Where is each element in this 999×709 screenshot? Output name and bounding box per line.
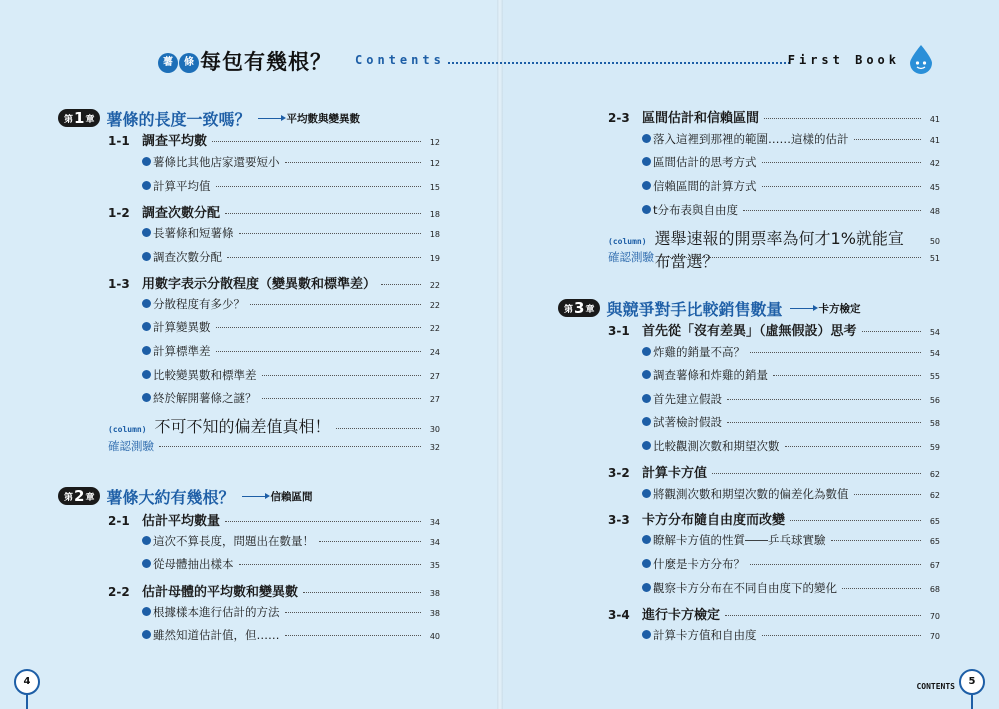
logo-bubble: 薯	[158, 53, 178, 73]
toc-entry-text: 落入這裡到那裡的範圍……這樣的估計	[653, 132, 849, 146]
toc-page-number: 54	[929, 349, 940, 358]
toc-entry-text: 什麼是卡方分布？	[653, 557, 745, 571]
toc-section-row[interactable]	[108, 581, 440, 599]
toc-subsection-row[interactable]	[642, 486, 940, 504]
toc-page-number: 27	[429, 372, 440, 381]
chapter-badge: 第 1 章	[58, 109, 100, 127]
toc-entry-text: 計算變異數	[153, 320, 211, 334]
toc-entry-text: 調查次數分配	[142, 206, 221, 221]
leader-dots	[285, 162, 422, 163]
toc-page-number: 22	[429, 324, 440, 333]
leader-dots	[764, 118, 921, 119]
section-number: 2-2	[108, 585, 130, 599]
bullet-icon	[142, 559, 151, 568]
bullet-icon	[142, 252, 151, 261]
chapter-2-heading[interactable]	[58, 484, 312, 508]
leader-dots	[750, 564, 921, 565]
toc-subsection-row[interactable]	[142, 556, 440, 574]
page-marker-line	[971, 695, 973, 709]
section-number: 1-3	[108, 277, 130, 291]
chapter-1-heading[interactable]	[58, 106, 360, 130]
toc-quiz-row[interactable]	[108, 438, 440, 456]
toc-entry-text: 計算平均值	[153, 179, 211, 193]
toc-entry-text: 薯條比其他店家還要短小	[153, 155, 280, 169]
chapter-title: 薯條的長度一致嗎？	[106, 109, 251, 129]
toc-entry-text: 雖然知道估計值，但……	[153, 628, 280, 642]
leader-dots	[773, 375, 921, 376]
leader-dots	[750, 352, 921, 353]
toc-page-number: 27	[429, 395, 440, 404]
chapter-badge: 第 3 章	[558, 299, 600, 317]
leader-dots	[159, 446, 421, 447]
toc-page-number: 34	[429, 518, 440, 527]
toc-page-number: 38	[429, 609, 440, 618]
chapter-badge: 第 2 章	[58, 487, 100, 505]
chapter-subtitle: 信賴區間	[270, 490, 313, 503]
bullet-icon	[142, 181, 151, 190]
arrow-icon	[258, 118, 284, 119]
leader-dots	[854, 494, 922, 495]
toc-header	[150, 44, 940, 78]
toc-entry-text: 調查薯條和炸雞的銷量	[653, 368, 768, 382]
footer-contents-label: CONTENTS	[916, 682, 955, 691]
toc-entry-text: 比較變異數和標準差	[153, 368, 257, 382]
title-logo	[158, 50, 200, 73]
chapter-title: 薯條大約有幾根？	[106, 487, 235, 507]
leader-dots	[762, 186, 922, 187]
leader-dots	[743, 210, 921, 211]
bullet-icon	[642, 441, 651, 450]
toc-section-row[interactable]	[608, 320, 940, 338]
toc-subsection-row[interactable]	[142, 178, 440, 196]
toc-entry-text: 估計平均數量	[142, 514, 221, 529]
toc-page-number: 42	[929, 159, 940, 168]
bullet-icon	[642, 134, 651, 143]
section-number: 1-1	[108, 134, 130, 148]
toc-entry-text: 分散程度有多少？	[153, 297, 245, 311]
bullet-icon	[642, 630, 651, 639]
book-title: 每包有幾根？	[200, 50, 332, 74]
toc-page-number: 38	[429, 589, 440, 598]
toc-section-row[interactable]	[608, 107, 940, 125]
leader-dots	[212, 141, 421, 142]
column-tag: (column)	[608, 237, 647, 246]
leader-dots	[762, 162, 922, 163]
toc-entry-text: 用數字表示分散程度（變異數和標準差）	[142, 277, 377, 292]
toc-subsection-row[interactable]	[142, 296, 440, 314]
bullet-icon	[142, 630, 151, 639]
leader-dots	[285, 612, 422, 613]
toc-page-number: 12	[429, 138, 440, 147]
toc-page-number: 55	[929, 372, 940, 381]
toc-entry-text: 卡方分布隨自由度而改變	[642, 513, 786, 528]
leader-dots	[854, 139, 922, 140]
bullet-icon	[642, 157, 651, 166]
bullet-icon	[642, 583, 651, 592]
toc-subsection-row[interactable]	[642, 178, 940, 196]
toc-page-number: 62	[929, 491, 940, 500]
toc-subsection-row[interactable]	[142, 367, 440, 385]
bullet-icon	[642, 181, 651, 190]
section-number: 3-3	[608, 513, 630, 527]
toc-subsection-row[interactable]	[642, 154, 940, 172]
toc-entry-text: 計算標準差	[153, 344, 211, 358]
leader-dots	[659, 257, 921, 258]
section-number: 3-4	[608, 608, 630, 622]
leader-dots	[216, 351, 422, 352]
arrow-icon	[790, 308, 816, 309]
toc-page-number: 56	[929, 396, 940, 405]
toc-page-number: 35	[429, 561, 440, 570]
toc-page-number: 62	[929, 470, 940, 479]
toc-page-number: 54	[929, 328, 940, 337]
bullet-icon	[142, 322, 151, 331]
toc-subsection-row[interactable]	[642, 532, 940, 550]
bullet-icon	[142, 536, 151, 545]
bullet-icon	[142, 228, 151, 237]
toc-entry-text: 調查平均數	[142, 134, 208, 149]
toc-subsection-row[interactable]	[642, 556, 940, 574]
toc-entry-text: 試著檢討假設	[653, 415, 722, 429]
leader-dots	[262, 398, 422, 399]
toc-subsection-row[interactable]	[142, 154, 440, 172]
page-marker-line	[26, 695, 28, 709]
toc-subsection-row[interactable]	[642, 627, 940, 645]
toc-entry-text: 比較觀測次數和期望次數	[653, 439, 780, 453]
bullet-icon	[642, 559, 651, 568]
header-dotted-line	[448, 62, 790, 64]
bullet-icon	[642, 535, 651, 544]
leader-dots	[239, 564, 422, 565]
toc-entry-text: 信賴區間的計算方式	[653, 179, 757, 193]
book-gutter	[497, 0, 503, 709]
leader-dots	[216, 186, 422, 187]
toc-subsection-row[interactable]	[142, 249, 440, 267]
water-drop-mascot-icon	[906, 44, 936, 74]
toc-page-number: 48	[929, 207, 940, 216]
toc-entry-text: 估計母體的平均數和變異數	[142, 585, 299, 600]
logo-bubble: 條	[179, 53, 199, 73]
chapter-3-heading[interactable]	[558, 296, 860, 320]
toc-entry-text: 確認測驗	[608, 250, 654, 264]
chapter-subtitle: 卡方檢定	[818, 302, 861, 315]
toc-section-row[interactable]	[108, 510, 440, 528]
leader-dots	[262, 375, 422, 376]
leader-dots	[790, 520, 921, 521]
chapter-subtitle: 平均數與變異數	[286, 112, 360, 125]
toc-subsection-row[interactable]	[142, 225, 440, 243]
leader-dots	[725, 615, 921, 616]
toc-entry-text: 區間估計的思考方式	[653, 155, 757, 169]
toc-entry-text: 長薯條和短薯條	[153, 226, 234, 240]
leader-dots	[303, 592, 421, 593]
leader-dots	[727, 422, 921, 423]
toc-page-number: 18	[429, 230, 440, 239]
leader-dots	[727, 399, 921, 400]
bullet-icon	[642, 347, 651, 356]
toc-page-number: 22	[429, 281, 440, 290]
toc-subsection-row[interactable]	[142, 533, 440, 551]
leader-dots	[336, 428, 421, 429]
toc-entry-text: 確認測驗	[108, 439, 154, 453]
toc-entry-text: 根據樣本進行估計的方法	[153, 605, 280, 619]
toc-page-number: 18	[429, 210, 440, 219]
toc-page-number: 19	[429, 254, 440, 263]
toc-section-row[interactable]	[608, 604, 940, 622]
toc-entry-text: 計算卡方值和自由度	[653, 628, 757, 642]
toc-section-row[interactable]	[608, 462, 940, 480]
toc-page-number: 22	[429, 301, 440, 310]
toc-section-row[interactable]	[108, 130, 440, 148]
toc-section-row[interactable]	[608, 509, 940, 527]
toc-page-number: 41	[929, 115, 940, 124]
leader-dots	[250, 304, 421, 305]
toc-subsection-row[interactable]	[142, 343, 440, 361]
bullet-icon	[642, 370, 651, 379]
toc-page-number: 51	[929, 254, 940, 263]
toc-entry-text: 這次不算長度，問題出在數量！	[153, 534, 314, 548]
toc-entry-text: 選舉速報的開票率為何才1%就能宣布當選？	[654, 229, 904, 271]
toc-page-number: 59	[929, 443, 940, 452]
toc-page-number: 50	[929, 237, 940, 246]
toc-subsection-row[interactable]	[642, 202, 940, 220]
toc-entry-text: 區間估計和信賴區間	[642, 111, 760, 126]
contents-heading: Contents	[355, 53, 445, 67]
leader-dots	[862, 331, 921, 332]
bullet-icon	[642, 205, 651, 214]
column-tag: (column)	[108, 425, 147, 434]
bullet-icon	[142, 607, 151, 616]
bullet-icon	[142, 370, 151, 379]
leader-dots	[831, 540, 922, 541]
leader-dots	[319, 541, 421, 542]
toc-page-number: 40	[429, 632, 440, 641]
leader-dots	[225, 213, 421, 214]
toc-subsection-row[interactable]	[642, 391, 940, 409]
toc-entry-text: 觀察卡方分布在不同自由度下的變化	[653, 581, 837, 595]
toc-page-number: 24	[429, 348, 440, 357]
leader-dots	[712, 473, 921, 474]
toc-entry-text: 終於解開薯條之謎？	[153, 391, 257, 405]
bullet-icon	[142, 157, 151, 166]
toc-entry-text: 不可不知的偏差值真相！	[154, 417, 331, 436]
bullet-icon	[642, 394, 651, 403]
leader-dots	[381, 284, 421, 285]
toc-subsection-row[interactable]	[142, 627, 440, 645]
toc-page-number: 67	[929, 561, 940, 570]
toc-page-number: 65	[929, 537, 940, 546]
toc-page-number: 15	[429, 183, 440, 192]
toc-entry-text: 首先建立假設	[653, 392, 722, 406]
leader-dots	[762, 635, 922, 636]
toc-entry-text: t分布表與自由度	[653, 203, 739, 217]
section-number: 1-2	[108, 206, 130, 220]
bullet-icon	[642, 489, 651, 498]
toc-entry-text: 首先從「沒有差異」（虛無假設）思考	[642, 324, 857, 339]
leader-dots	[216, 327, 422, 328]
toc-subsection-row[interactable]	[142, 604, 440, 622]
arrow-icon	[242, 496, 268, 497]
page-number-left: 4	[14, 669, 40, 695]
toc-page-number: 12	[429, 159, 440, 168]
toc-section-row[interactable]	[108, 202, 440, 220]
toc-subsection-row[interactable]	[142, 319, 440, 337]
toc-page-number: 70	[929, 632, 940, 641]
bullet-icon	[142, 299, 151, 308]
first-book-label: First Book	[787, 53, 900, 67]
toc-section-row[interactable]	[108, 273, 440, 291]
section-number: 3-1	[608, 324, 630, 338]
toc-subsection-row[interactable]	[142, 390, 440, 408]
toc-entry-text: 進行卡方檢定	[642, 608, 721, 623]
toc-entry-text: 從母體抽出樣本	[153, 557, 234, 571]
toc-entry-text: 瞭解卡方值的性質――乒乓球實驗	[653, 533, 826, 547]
toc-subsection-row[interactable]	[642, 438, 940, 456]
chapter-title: 與競爭對手比較銷售數量	[606, 299, 783, 319]
toc-page-number: 65	[929, 517, 940, 526]
bullet-icon	[642, 417, 651, 426]
toc-page-number: 34	[429, 538, 440, 547]
toc-subsection-row[interactable]	[642, 131, 940, 149]
toc-page-number: 58	[929, 419, 940, 428]
bullet-icon	[142, 393, 151, 402]
leader-dots	[227, 257, 421, 258]
toc-page-number: 45	[929, 183, 940, 192]
toc-entry-text: 調查次數分配	[153, 250, 222, 264]
toc-column-row[interactable]	[108, 414, 440, 436]
toc-subsection-row[interactable]	[642, 344, 940, 362]
toc-quiz-row[interactable]	[608, 249, 940, 267]
toc-subsection-row[interactable]	[642, 414, 940, 432]
toc-subsection-row[interactable]	[642, 367, 940, 385]
bullet-icon	[142, 346, 151, 355]
toc-entry-text: 炸雞的銷量不高？	[653, 345, 745, 359]
leader-dots	[225, 521, 421, 522]
toc-page-number: 70	[929, 612, 940, 621]
section-number: 2-1	[108, 514, 130, 528]
toc-page-number: 68	[929, 585, 940, 594]
toc-subsection-row[interactable]	[642, 580, 940, 598]
leader-dots	[239, 233, 422, 234]
leader-dots	[785, 446, 922, 447]
section-number: 2-3	[608, 111, 630, 125]
section-number: 3-2	[608, 466, 630, 480]
leader-dots	[842, 588, 921, 589]
toc-page-number: 30	[429, 425, 440, 434]
toc-entry-text: 計算卡方值	[642, 466, 708, 481]
leader-dots	[285, 635, 422, 636]
toc-entry-text: 將觀測次數和期望次數的偏差化為數值	[653, 487, 849, 501]
page-number-right: 5	[959, 669, 985, 695]
toc-page-number: 32	[429, 443, 440, 452]
toc-page-number: 41	[929, 136, 940, 145]
